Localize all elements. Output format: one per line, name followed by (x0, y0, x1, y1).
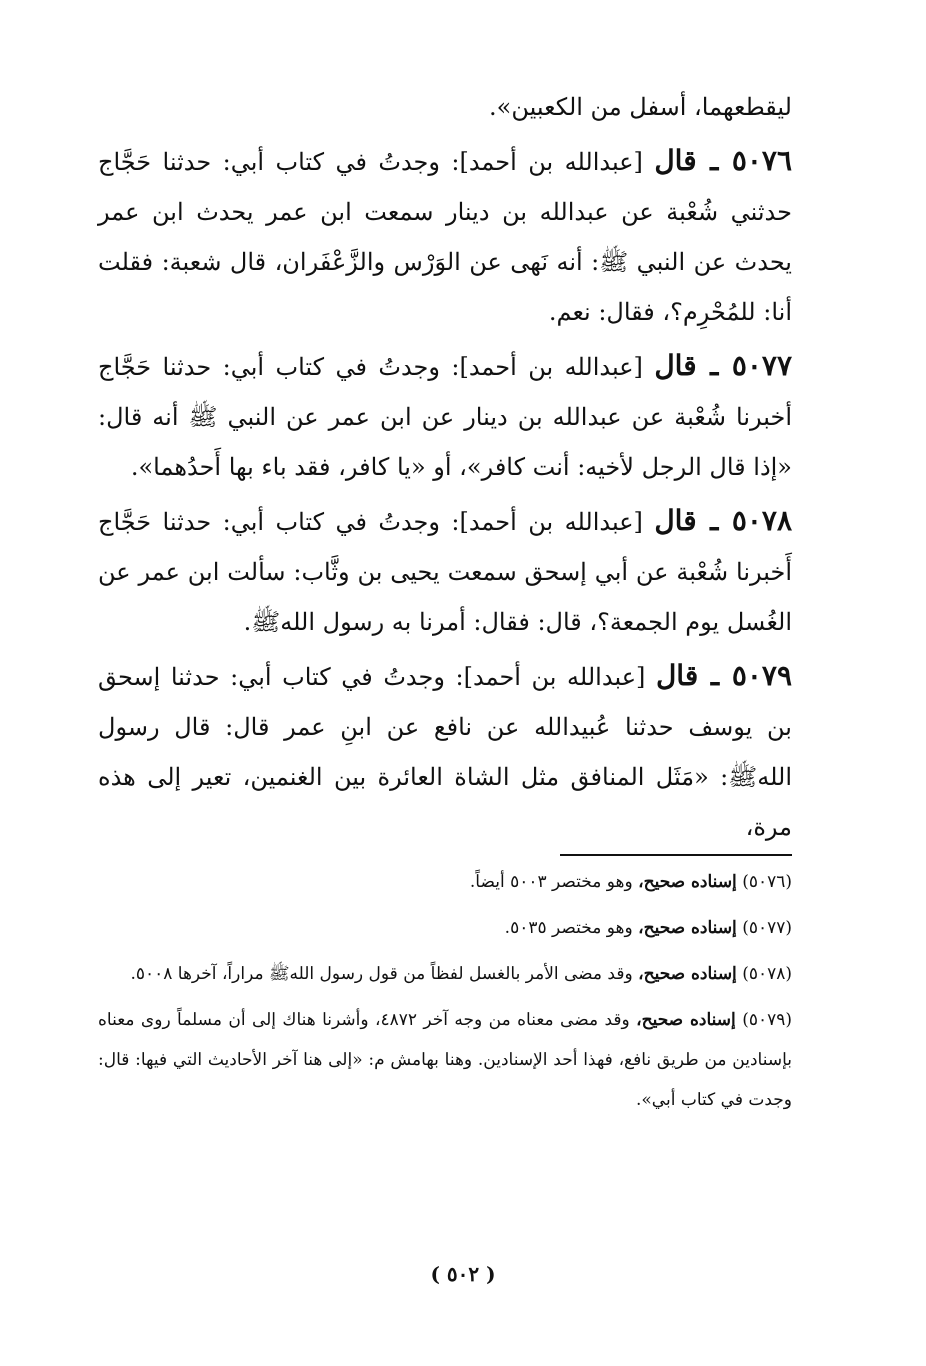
footnote-text: وقد مضى معناه من وجه آخر ٤٨٧٢، وأشرنا هناك إلى أن مسلماً روى معناه بإسنادين من طريق نافع، فهذا أحد الإسنادين. وهنا بهامش م: «إلى هنا آخر الأحاديث التي فيها: قال: وجدت في كتاب أبي». (98, 1010, 792, 1110)
hadith-5077 (98, 341, 792, 492)
footnote-label: إسناده صحيح، (638, 964, 737, 984)
hadith-qal: قال (655, 659, 699, 692)
hadith-header: [عبدالله بن أحمد]: وجدتُ في كتاب أبي: (222, 353, 655, 381)
footnote-5076 (98, 862, 792, 902)
hadith-qal: قال (654, 144, 697, 177)
hadith-paragraph (98, 651, 792, 852)
hadith-5076 (98, 136, 792, 337)
main-text (98, 82, 792, 852)
hadith-text: حدثنا حَجَّاج أخبرنا شُعْبة عن عبدالله بن دينار عن ابن عمر عن النبي ﷺ أنه قال: «إذا قال الرجل لأخيه: أنت كافر»، أو «يا كافر، فقد باء بها أَحدُهما». (98, 353, 792, 481)
footnote-label: إسناده صحيح، (636, 1010, 736, 1030)
hadith-paragraph (98, 341, 792, 492)
footnotes (98, 862, 792, 1126)
hadith-text: حدثنا حَجَّاج أَخبرنا شُعْبة عن أبي إسحق سمعت يحيى بن وثَّاب: سألت ابن عمر عن الغُسل يوم الجمعة؟، قال: فقال: أمرنا به رسول اللهﷺ. (98, 508, 792, 636)
footnote-ref: (٥٠٧٩) (742, 1010, 792, 1030)
footnote-ref: (٥٠٧٨) (742, 964, 792, 984)
footnote-text: وهو مختصر ٥٠٠٣ أيضاً. (469, 872, 639, 892)
hadith-5078 (98, 496, 792, 647)
hadith-header: [عبدالله بن أحمد]: وجدتُ في كتاب أبي: (230, 663, 656, 691)
hadith-dash: ـ (698, 659, 732, 692)
footnote-ref: (٥٠٧٦) (742, 872, 792, 892)
footnote-separator (560, 854, 792, 856)
hadith-text: حدثنا حَجَّاج حدثني شُعْبة عن عبدالله بن دينار سمعت ابن عمر يحدث ابن عمر يحدث عن النبي ﷺ: أنه نَهى عن الوَرْس والزَّعْفَران، قال شعبة: فقلت أنا: للمُحْرِم؟، فقال: نعم. (98, 148, 792, 326)
intro-line: ليقطعهما، أسفل من الكعبين». (489, 93, 792, 121)
hadith-qal: قال (654, 349, 697, 382)
hadith-text: حدثنا إسحق بن يوسف حدثنا عُبيدالله عن نافع عن ابنِ عمر قال: قال رسول اللهﷺ: «مَثَل المنافق مثل الشاة العائرة بين الغنمين، تعير إلى هذه مرة، (98, 663, 792, 841)
hadith-5079 (98, 651, 792, 852)
footnote-5079 (98, 1000, 792, 1120)
hadith-number: ٥٠٧٦ (731, 144, 792, 177)
hadith-dash: ـ (696, 144, 732, 177)
footnote-5077 (98, 908, 792, 948)
footnote-ref: (٥٠٧٧) (742, 918, 792, 938)
footnote-text: وهو مختصر ٥٠٣٥. (504, 918, 639, 938)
hadith-header: [عبدالله بن أحمد]: وجدتُ في كتاب أبي: (222, 148, 655, 176)
footnote-5078 (98, 954, 792, 994)
footnote-label: إسناده صحيح، (638, 872, 737, 892)
hadith-number: ٥٠٧٨ (731, 504, 792, 537)
hadith-qal: قال (654, 504, 697, 537)
hadith-number: ٥٠٧٩ (731, 659, 792, 692)
hadith-dash: ـ (696, 349, 732, 382)
footnote-text: وقد مضى الأمر بالغسل لفظاً من قول رسول اللهﷺ مراراً، آخرها ٥٠٠٨. (130, 964, 639, 984)
hadith-dash: ـ (696, 504, 732, 537)
hadith-number: ٥٠٧٧ (731, 349, 792, 382)
page-number: ( ٥٠٢ ) (430, 1262, 496, 1286)
footnote-label: إسناده صحيح، (638, 918, 737, 938)
hadith-paragraph (98, 496, 792, 647)
hadith-header: [عبدالله بن أحمد]: وجدتُ في كتاب أبي: (222, 508, 655, 536)
hadith-paragraph (98, 136, 792, 337)
